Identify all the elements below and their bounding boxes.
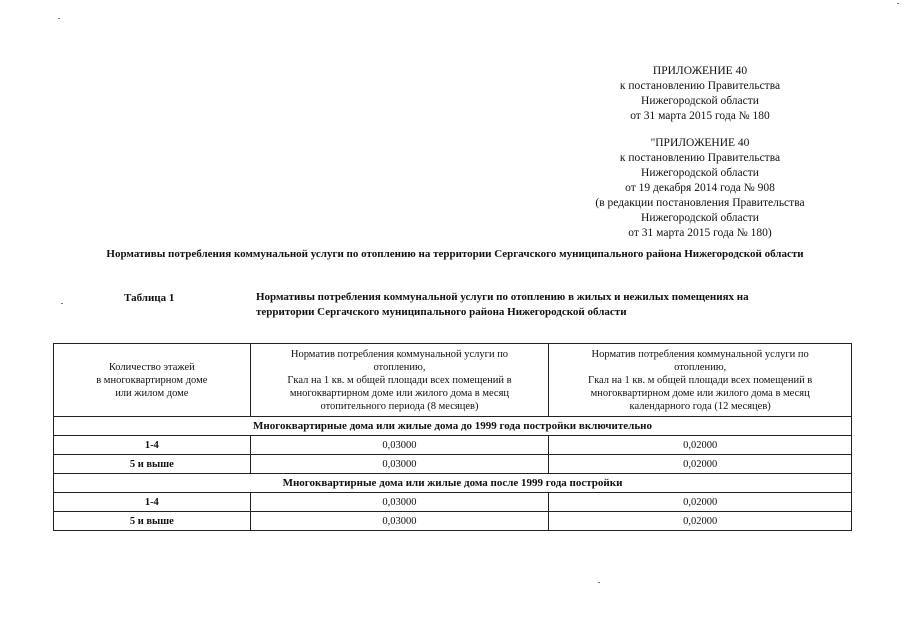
header-line: отоплению, bbox=[674, 361, 727, 373]
header-line: отоплению, bbox=[373, 361, 426, 373]
header-line: многоквартирном доме или жилого дома в месяц bbox=[590, 387, 810, 399]
header-line: Норматив потребления коммунальной услуги по bbox=[591, 348, 809, 360]
header-floors bbox=[54, 344, 251, 417]
header-line: Гкал на 1 кв. м общей площади всех помещений в bbox=[588, 374, 813, 386]
header-line: Норматив потребления коммунальной услуги по bbox=[290, 348, 509, 360]
appendix-line: к постановлению Правительства bbox=[619, 152, 781, 164]
header-line: многоквартирном доме или жилого дома в месяц bbox=[289, 387, 510, 399]
table-row bbox=[54, 512, 852, 531]
norms-table bbox=[53, 343, 852, 531]
heating-period-value: 0,03000 bbox=[250, 436, 549, 455]
appendix-line: от 19 декабря 2014 года № 908 bbox=[625, 182, 775, 194]
header-line: календарного года (12 месяцев) bbox=[629, 400, 771, 412]
scan-speck bbox=[61, 303, 63, 304]
appendix-line: "ПРИЛОЖЕНИЕ 40 bbox=[650, 137, 750, 149]
scan-speck bbox=[897, 3, 899, 4]
floors-cell: 5 и выше bbox=[54, 455, 251, 474]
table-caption-line: территории Сергачского муниципального района Нижегородской области bbox=[256, 306, 627, 318]
appendix-line: Нижегородской области bbox=[641, 212, 759, 224]
header-calendar-year bbox=[549, 344, 852, 417]
heating-period-value: 0,03000 bbox=[250, 512, 549, 531]
section-title: Многоквартирные дома или жилые дома до 1999 года постройки включительно bbox=[54, 417, 852, 436]
header-line: Гкал на 1 кв. м общей площади всех помещений в bbox=[287, 374, 512, 386]
appendix-line: Нижегородской области bbox=[641, 95, 759, 107]
appendix-header-current bbox=[600, 64, 800, 124]
calendar-year-value: 0,02000 bbox=[549, 512, 852, 531]
heating-period-value: 0,03000 bbox=[250, 493, 549, 512]
table-row bbox=[54, 436, 852, 455]
section-title: Многоквартирные дома или жилые дома после 1999 года постройки bbox=[54, 474, 852, 493]
appendix-line: (в редакции постановления Правительства bbox=[595, 197, 805, 209]
table-caption-line: Нормативы потребления коммунальной услуги по отоплению в жилых и нежилых помещениях на bbox=[256, 291, 749, 303]
table-caption bbox=[256, 290, 816, 320]
appendix-line: Нижегородской области bbox=[641, 167, 759, 179]
table-row bbox=[54, 455, 852, 474]
table-label: Таблица 1 bbox=[124, 292, 175, 304]
header-line: в многоквартирном доме bbox=[96, 374, 208, 386]
heating-period-value: 0,03000 bbox=[250, 455, 549, 474]
appendix-line: ПРИЛОЖЕНИЕ 40 bbox=[652, 65, 748, 77]
header-heating-period bbox=[250, 344, 549, 417]
appendix-header-original bbox=[568, 136, 832, 241]
appendix-line: от 31 марта 2015 года № 180) bbox=[628, 227, 772, 239]
table-section-row bbox=[54, 417, 852, 436]
calendar-year-value: 0,02000 bbox=[549, 493, 852, 512]
table-section-row bbox=[54, 474, 852, 493]
floors-cell: 5 и выше bbox=[54, 512, 251, 531]
calendar-year-value: 0,02000 bbox=[549, 455, 852, 474]
table-header-row bbox=[54, 344, 852, 417]
appendix-line: к постановлению Правительства bbox=[619, 80, 781, 92]
scan-speck bbox=[58, 18, 60, 19]
header-line: или жилом доме bbox=[115, 387, 189, 399]
document-title: Нормативы потребления коммунальной услуги по отоплению на территории Сергачского муниципального района Нижегородской области bbox=[106, 248, 804, 260]
header-line: отопительного периода (8 месяцев) bbox=[320, 400, 479, 412]
floors-cell: 1-4 bbox=[54, 493, 251, 512]
appendix-line: от 31 марта 2015 года № 180 bbox=[630, 110, 770, 122]
calendar-year-value: 0,02000 bbox=[549, 436, 852, 455]
scan-speck bbox=[598, 582, 600, 583]
table-row bbox=[54, 493, 852, 512]
floors-cell: 1-4 bbox=[54, 436, 251, 455]
header-line: Количество этажей bbox=[108, 361, 195, 373]
